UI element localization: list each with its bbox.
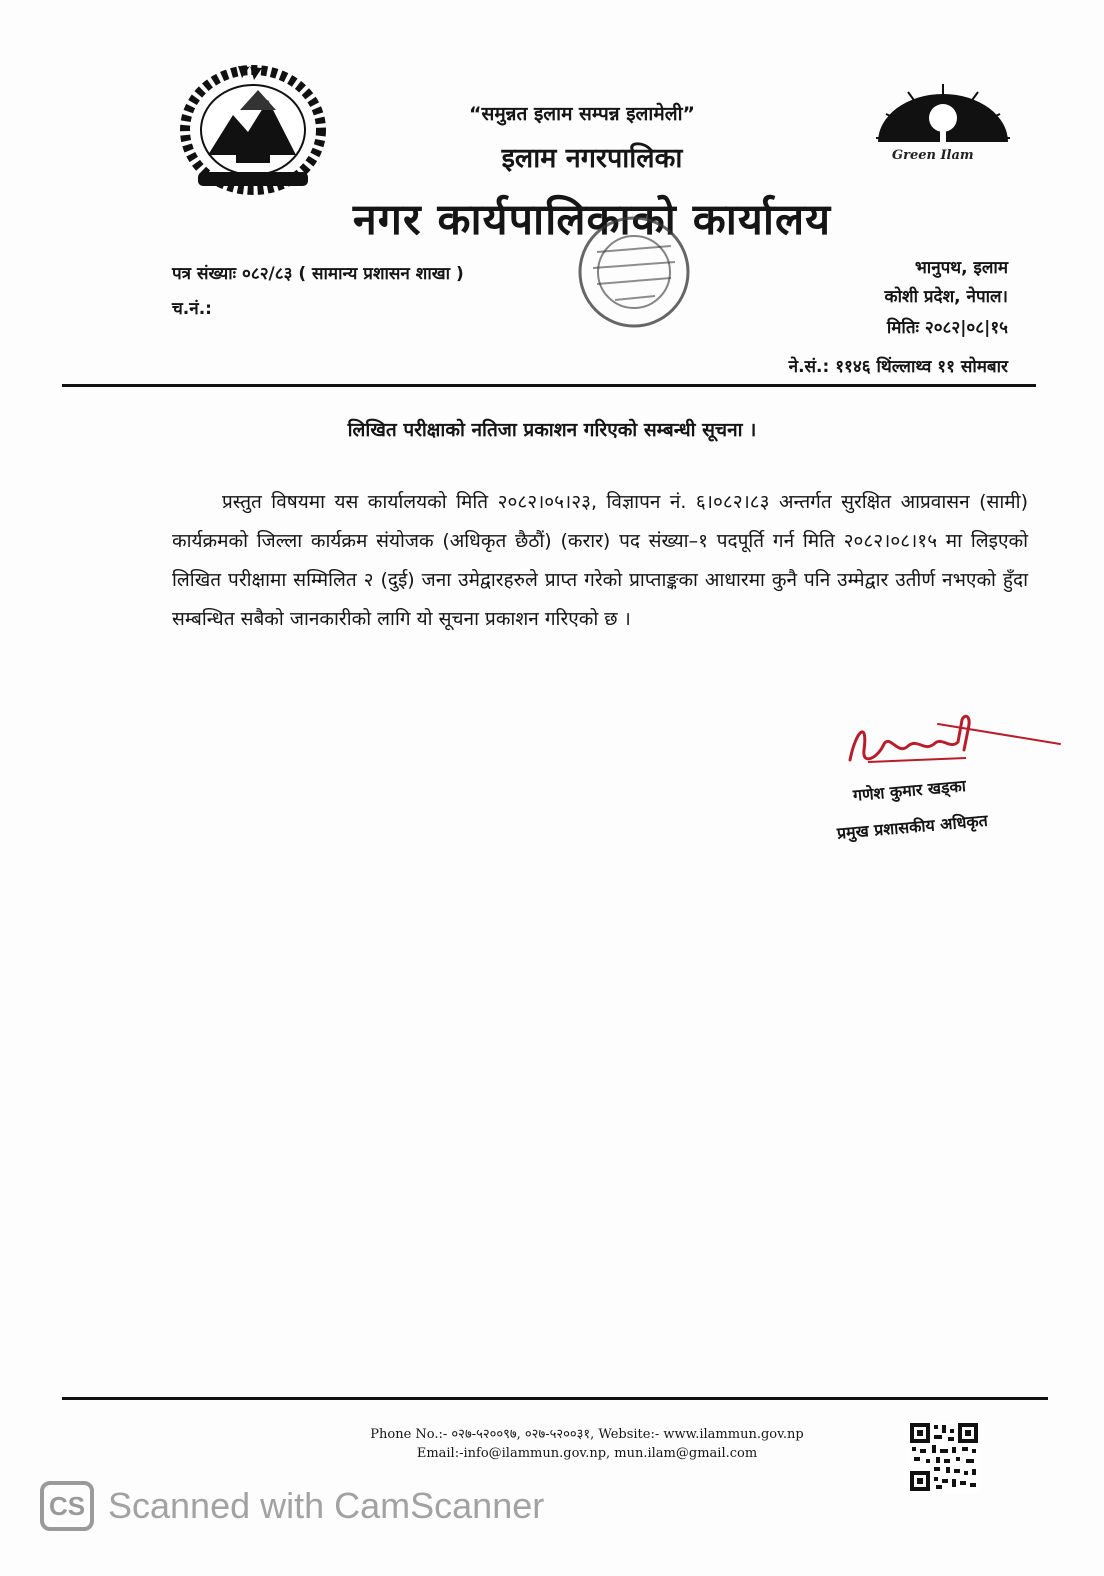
- green-ilam-label: Green Ilam: [892, 148, 974, 163]
- footer-divider: [62, 1397, 1048, 1400]
- address-line-1: भानुपथ, इलाम: [914, 258, 1008, 278]
- office-title: नगर कार्यपालिकाको कार्यालय: [352, 195, 832, 245]
- letter-date: मितिः २०८२|०८|१५: [886, 318, 1008, 338]
- header-divider: [62, 384, 1036, 387]
- footer-email: Email:-info@ilammun.gov.np, mun.ilam@gmail.com: [416, 1446, 758, 1461]
- signatory-name: गणेश कुमार खड्का: [852, 776, 967, 805]
- municipality-name: इलाम नगरपालिका: [501, 143, 683, 174]
- office-seal-stamp: [567, 212, 702, 337]
- reference-number: पत्र संख्याः ०८२/८३ ( सामान्य प्रशासन शाखा ): [172, 264, 464, 284]
- address-line-2: कोशी प्रदेश, नेपाल।: [884, 287, 1008, 307]
- notice-body: प्रस्तुत विषयमा यस कार्यालयको मिति २०८२।०५।२३, विज्ञापन नं. ६।०८२।८३ अन्तर्गत सुरक्षित आप्रवासन (सामी) कार्यक्रमको जिल्ला कार्यक्रम संयोजक (अधिकृत छैठौं) (करार) पद संख्या–१ पदपूर्ति गर्न मिति २०८२।०८।१५ मा लिइएको लिखित परीक्षामा सम्मिलित २ (दुई) जना उमेद्वारहरुले प्राप्त गरेको प्राप्ताङ्कका आधारमा कुनै पनि उम्मेद्वार उतीर्ण नभएको हुँदा सम्बन्धित सबैको जानकारीको लागि यो सूचना प्रकाशन गरिएको छ ।: [172, 491, 1028, 630]
- nepal-sambat-date: ने.सं.: ११४६ थिंल्लाथ्व ११ सोमबार: [788, 357, 1008, 377]
- camscanner-watermark: [40, 1478, 544, 1534]
- slogan: “समुन्नत इलाम सम्पन्न इलामेली”: [468, 103, 695, 125]
- camscanner-text: Scanned with CamScanner: [108, 1485, 545, 1526]
- notice-subject: लिखित परीक्षाको नतिजा प्रकाशन गरिएको सम्बन्धी सूचना ।: [347, 419, 757, 441]
- signatory-title: प्रमुख प्रशासकीय अधिकृत: [836, 810, 989, 843]
- camscanner-logo-icon: CS: [40, 1481, 94, 1531]
- footer-contact: Phone No.:- ०२७-५२००९७, ०२७-५२००३१, Website:- www.ilammun.gov.np: [370, 1427, 804, 1442]
- chalani-number: च.नं.:: [172, 299, 212, 319]
- qr-code-icon: [908, 1421, 980, 1493]
